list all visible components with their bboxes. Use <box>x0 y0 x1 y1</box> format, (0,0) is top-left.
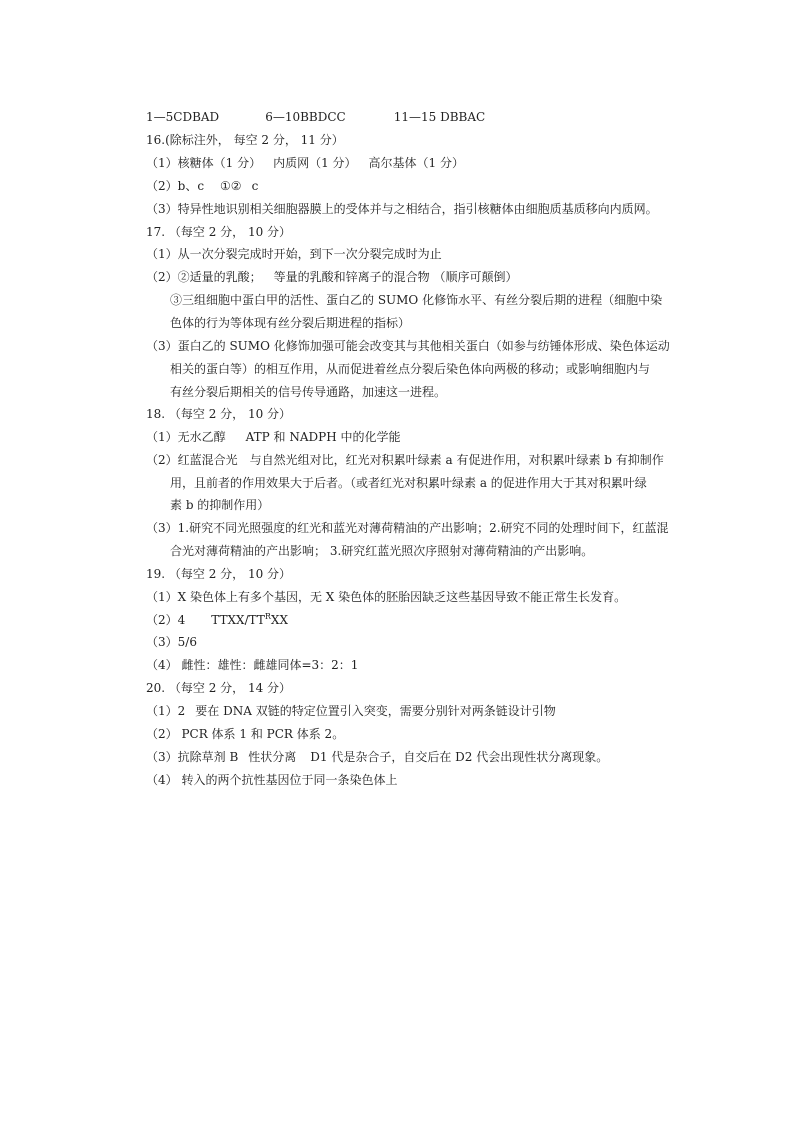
q18-part-3-line-2: 合光对薄荷精油的产出影响； 3.研究红蓝光照次序照射对薄荷精油的产出影响。 <box>170 544 594 558</box>
mc-group-3: 11—15 DBBAC <box>393 110 486 124</box>
q17-part-2-line-3: 色体的行为等体现有丝分裂后期进程的指标） <box>170 316 411 330</box>
q20-part-2: （2） PCR 体系 1 和 PCR 体系 2。 <box>146 727 345 741</box>
q18-part-1: （1）无水乙醇 ATP 和 NADPH 中的化学能 <box>146 430 401 444</box>
q20-part-4: （4） 转入的两个抗性基因位于同一条染色体上 <box>146 773 398 787</box>
q19-part-3: （3）5/6 <box>146 635 197 649</box>
q17-part-1: （1）从一次分裂完成时开始，到下一次分裂完成时为止 <box>146 247 442 261</box>
q16-heading: 16.(除标注外， 每空 2 分， 11 分） <box>146 133 344 147</box>
q18-part-2: （2）红蓝混合光 与自然光组对比，红光对积累叶绿素 a 有促进作用，对积累叶绿素 b 有抑制作 <box>146 453 664 467</box>
q18-part-3-line-1: （3）1.研究不同光照强度的红光和蓝光对薄荷精油的产出影响；2.研究不同的处理时间下，红蓝混 <box>146 521 669 535</box>
q17-part-3-line-1: （3）蛋白乙的 SUMO 化修饰加强可能会改变其与其他相关蛋白（如参与纺锤体形成、染色体运动 <box>146 339 670 353</box>
q19-part-1: （1）X 染色体上有多个基因，无 X 染色体的胚胎因缺乏这些基因导致不能正常生长发育。 <box>146 590 627 604</box>
mc-answers <box>146 109 485 125</box>
q20-part-1: （1）2 要在 DNA 双链的特定位置引入突变，需要分别针对两条链设计引物 <box>146 704 556 718</box>
q17-part-3-line-2: 相关的蛋白等）的相互作用，从而促进着丝点分裂后染色体向两极的移动；或影响细胞内与 <box>170 362 651 376</box>
q19-part-2: （2）4 TTXX/$TT^RXX$ <box>146 612 288 627</box>
q20-part-3: （3）抗除草剂 B 性状分离 D1 代是杂合子，自交后在 D2 代会出现性状分离现象。 <box>146 750 609 764</box>
q17-part-2-line-2: ③三组细胞中蛋白甲的活性、蛋白乙的 SUMO 化修饰水平、有丝分裂后期的进程（细胞中染 <box>170 293 663 307</box>
q16-part-2: （2）b、c ①② c <box>146 179 259 193</box>
q20-heading: 20. （每空 2 分， 14 分） <box>146 681 292 695</box>
q16-part-3: （3）特异性地识别相关细胞器膜上的受体并与之相结合，指引核糖体由细胞质基质移向内质网。 <box>146 202 658 216</box>
q18-part-2-line-2: 用，且前者的作用效果大于后者。（或者红光对积累叶绿素 a 的促进作用大于其对积累叶绿 <box>170 476 647 490</box>
q17-heading: 17. （每空 2 分， 10 分） <box>146 225 292 239</box>
q19-heading: 19. （每空 2 分， 10 分） <box>146 567 292 581</box>
mc-group-2: 6—10BBDCC <box>265 110 346 124</box>
q18-part-2-line-3: 素 b 的抑制作用） <box>170 498 270 512</box>
q19-part-4: （4） 雌性：雄性：雌雄同体=3：2：1 <box>146 658 359 672</box>
q17-part-2: （2）②适量的乳酸； 等量的乳酸和锌离子的混合物 （顺序可颠倒） <box>146 270 518 284</box>
mc-group-1: 1—5CDBAD <box>146 110 220 124</box>
q17-part-3-line-3: 有丝分裂后期相关的信号传导通路，加速这一进程。 <box>170 385 447 399</box>
q18-heading: 18. （每空 2 分， 10 分） <box>146 407 292 421</box>
q16-part-1: （1）核糖体（1 分） 内质网（1 分） 高尔基体（1 分） <box>146 156 464 170</box>
